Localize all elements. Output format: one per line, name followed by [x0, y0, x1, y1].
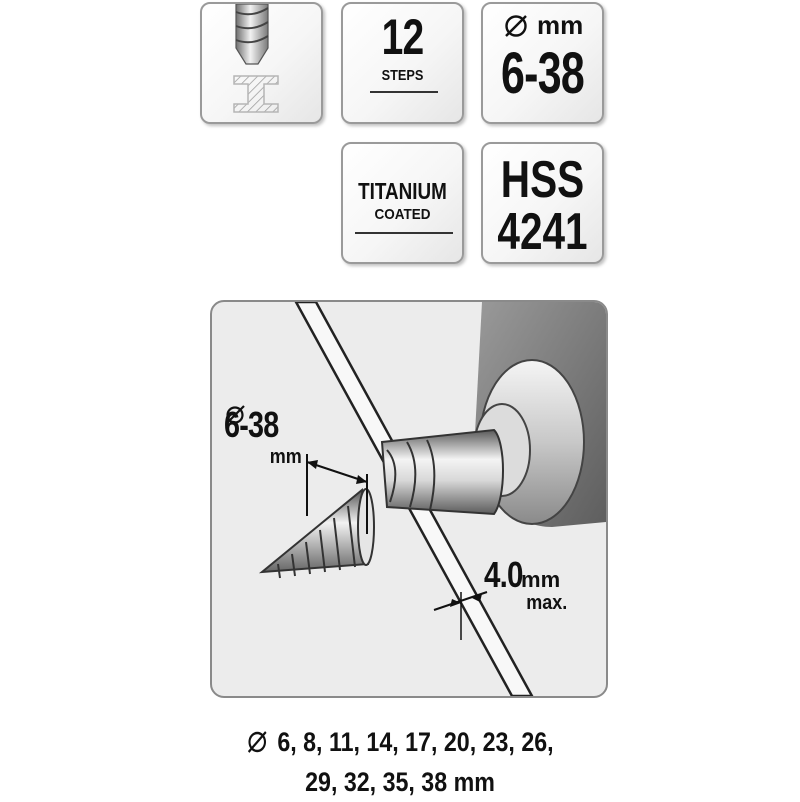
coating-tile — [341, 142, 464, 264]
step-drill-bit-icon — [202, 4, 321, 122]
steps-count: 12 — [381, 9, 424, 65]
step-sizes-line-1 — [56, 722, 744, 762]
usage-illustration — [210, 300, 608, 698]
diameter-symbol-icon — [246, 729, 268, 755]
drilling-diagram — [212, 302, 606, 696]
material-tile — [481, 142, 604, 264]
steps-label: STEPS — [381, 67, 424, 84]
coating-material: TITANIUM — [358, 178, 447, 204]
diameter-range: 6-38 — [501, 41, 584, 106]
material-name: HSS — [500, 151, 585, 209]
steps-tile — [341, 2, 464, 124]
coating-label: COATED — [374, 206, 431, 223]
illustration-range-unit: mm — [269, 446, 302, 468]
thickness-value: 4.0 — [484, 554, 523, 595]
drill-type-tile — [200, 2, 323, 124]
steps-underline — [370, 91, 438, 93]
drill-shank — [382, 430, 503, 514]
step-cone — [262, 490, 368, 572]
step-sizes-values-1: 6, 8, 11, 14, 17, 20, 23, 26, — [277, 727, 554, 757]
diameter-header — [503, 10, 583, 41]
illustration-diameter — [224, 404, 292, 446]
diameter-symbol-icon — [503, 13, 529, 39]
step-sizes-list — [0, 722, 800, 802]
thickness-unit: mm — [521, 567, 561, 592]
diameter-tile — [481, 2, 604, 124]
step-sizes-values-2: 29, 32, 35, 38 mm — [305, 767, 495, 797]
illustration-range-value: 6-38 — [224, 404, 279, 445]
coating-underline — [355, 232, 453, 234]
max-thickness — [484, 554, 560, 596]
material-grade: 4241 — [497, 203, 588, 261]
diameter-unit: mm — [537, 10, 584, 40]
thickness-note: max. — [526, 592, 568, 614]
